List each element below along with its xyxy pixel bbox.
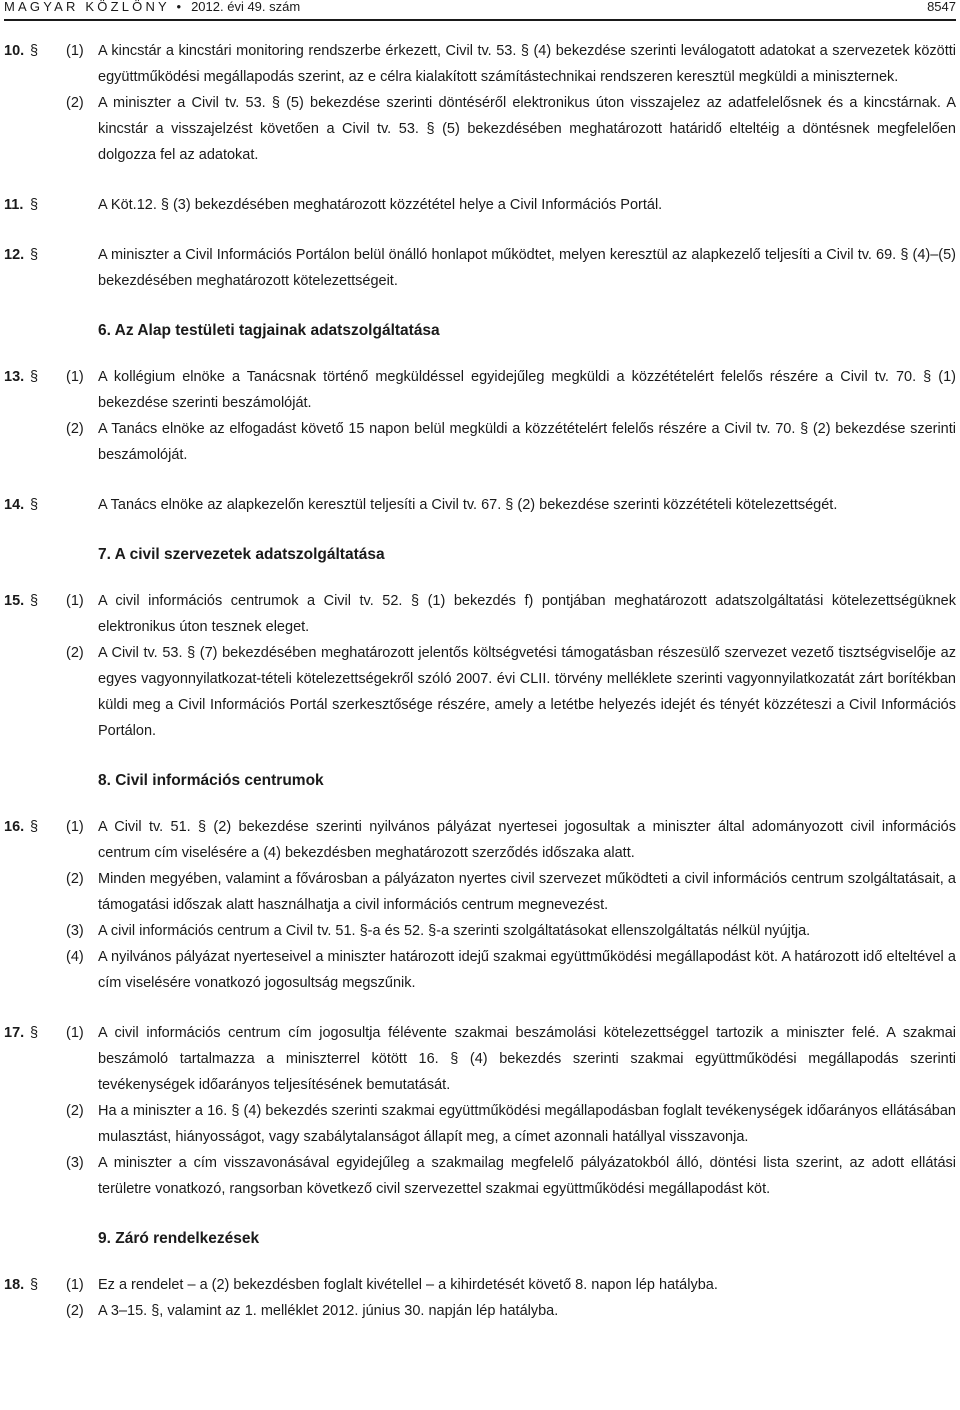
section-heading: 9. Záró rendelkezések xyxy=(98,1230,260,1247)
section-number: 16. xyxy=(4,819,25,835)
journal-title xyxy=(4,0,300,14)
paragraph-text: A Civil tv. 53. § (7) bekezdésében meghatározott jelentős költségvetési támogatásban részesülő szervezet vezető tisztségviselője az egyes vagyonnyilatkozat-tételi kötelezettségekről szóló 2007. évi CLII. törvény melléklete szerinti vagyonnyilatkozatát zárt borítékban küldi meg a Civil Információs Portál szerkesztősége részére, amely a letétbe helyezés idejét és tényét közzéteszi a Civil Információs Portálon. xyxy=(98,645,956,739)
paragraph-text: A miniszter a Civil tv. 53. § (5) bekezdése szerinti döntéséről elektronikus úton visszajelez az adatfelelősnek és a kincstárnak. A kincstár a visszajelzést követően a Civil tv. 53. § (5) bekezdésében meghatározott határidő elteltéig a döntésnek megfelelően dolgozza fel az adatokat. xyxy=(98,95,956,163)
paragraph-number: (1) xyxy=(66,369,84,385)
paragraph xyxy=(66,588,956,640)
paragraph-text: A miniszter a Civil Információs Portálon belül önálló honlapot működtet, melyen keresztül az alapkezelő teljesíti a Civil tv. 69. § (4)–(5) bekezdésében meghatározott kötelezettségeit. xyxy=(98,247,956,289)
section-heading: 8. Civil információs centrumok xyxy=(98,772,324,789)
paragraph-number: (2) xyxy=(66,1303,84,1319)
section-s13 xyxy=(0,364,960,468)
issue-label: 2012. évi 49. szám xyxy=(191,0,301,14)
paragraph xyxy=(66,364,956,416)
section-number: 15. xyxy=(4,593,25,609)
paragraph-number: (3) xyxy=(66,923,84,939)
section-number: 18. xyxy=(4,1277,25,1293)
paragraph xyxy=(98,192,956,218)
section-s10 xyxy=(0,38,960,168)
paragraph-number: (2) xyxy=(66,421,84,437)
paragraph xyxy=(66,90,956,168)
section-s14 xyxy=(0,492,960,518)
section-s17 xyxy=(0,1020,960,1202)
section-number: 11. xyxy=(4,197,24,213)
section-sign: § xyxy=(30,819,39,835)
paragraph-number: (1) xyxy=(66,593,84,609)
paragraph-text: A civil információs centrum cím jogosultja félévente szakmai beszámolási kötelezettséggel tartozik a miniszter felé. A szakmai beszámoló tartalmazza a miniszterrel kötött 16. § (4) bekezdés szerinti szakmai együttműködési megállapodás szerinti tevékenységek időarányos teljesítésének bemutatását. xyxy=(98,1025,956,1093)
paragraph-number: (1) xyxy=(66,1025,84,1041)
section-number: 10. xyxy=(4,43,25,59)
header-bullet: • xyxy=(176,0,185,14)
header-rule xyxy=(4,19,956,21)
paragraph-text: A 3–15. §, valamint az 1. melléklet 2012. június 30. napján lép hatályba. xyxy=(98,1303,559,1319)
paragraph-number: (1) xyxy=(66,43,84,59)
section-s15 xyxy=(0,588,960,744)
section-sign: § xyxy=(30,497,39,513)
paragraph-text: A Civil tv. 51. § (2) bekezdése szerinti nyilvános pályázat nyertesei jogosultak a miniszter által adományozott civil információs centrum cím viselésére a (4) bekezdésben meghatározott szerződés időszaka alatt. xyxy=(98,819,956,861)
section-s12 xyxy=(0,242,960,294)
paragraph-number: (4) xyxy=(66,949,84,965)
section-number: 12. xyxy=(4,247,25,263)
page-header xyxy=(0,0,960,22)
page-number: 8547 xyxy=(927,0,956,14)
paragraph-text: A Tanács elnöke az alapkezelőn keresztül teljesíti a Civil tv. 67. § (2) bekezdése szerinti közzétételi kötelezettségét. xyxy=(98,497,838,513)
section-sign: § xyxy=(30,1277,39,1293)
paragraph xyxy=(66,1098,956,1150)
paragraph-text: Ha a miniszter a 16. § (4) bekezdés szerinti szakmai együttműködési megállapodásban foglalt tevékenységek időarányos ellátásában mulasztást, hiányosságot, vagy szabálytalanságot állapít meg, a címet azonnali hatállyal visszavonja. xyxy=(98,1103,956,1145)
section-s16 xyxy=(0,814,960,996)
section-s11 xyxy=(0,192,960,218)
section-number: 13. xyxy=(4,369,25,385)
paragraph xyxy=(98,242,956,294)
section-heading: 7. A civil szervezetek adatszolgáltatása xyxy=(98,546,385,563)
paragraph-number: (1) xyxy=(66,819,84,835)
section-number: 17. xyxy=(4,1025,25,1041)
paragraph xyxy=(66,38,956,90)
paragraph-text: Minden megyében, valamint a fővárosban a pályázaton nyertes civil szervezet működteti a civil információs centrum szolgáltatásait, a támogatási időszak alatt használhatja a civil információs centrum megnevezést. xyxy=(98,871,956,913)
paragraph-number: (2) xyxy=(66,1103,84,1119)
paragraph xyxy=(66,866,956,918)
section-sign: § xyxy=(30,43,39,59)
paragraph-number: (2) xyxy=(66,645,84,661)
paragraph-text: A Köt.12. § (3) bekezdésében meghatározott közzététel helye a Civil Információs Portál. xyxy=(98,197,663,213)
paragraph xyxy=(66,814,956,866)
journal-name: MAGYAR KÖZLÖNY xyxy=(4,0,170,14)
paragraph xyxy=(66,1298,956,1324)
paragraph-text: A civil információs centrum a Civil tv. 51. §-a és 52. §-a szerinti szolgáltatásokat ellenszolgáltatás nélkül nyújtja. xyxy=(98,923,811,939)
section-sign: § xyxy=(30,247,39,263)
paragraph xyxy=(66,1150,956,1202)
paragraph-text: A Tanács elnöke az elfogadást követő 15 napon belül megküldi a közzétételért felelős részére a Civil tv. 70. § (2) bekezdése szerinti beszámolóját. xyxy=(98,421,956,463)
paragraph-text: A nyilvános pályázat nyerteseivel a miniszter határozott idejű szakmai együttműködési megállapodást köt. A határozott idő elteltével a cím viselésére vonatkozó jogosultság megszűnik. xyxy=(98,949,956,991)
paragraph xyxy=(66,640,956,744)
section-sign: § xyxy=(30,593,39,609)
paragraph-text: A miniszter a cím visszavonásával egyidejűleg a szakmailag megfelelő pályázatokból álló, döntési lista szerint, az adott ellátási területre vonatkozó, rangsorban következő civil szervezettel szakmai együttműködési megállapodást köt. xyxy=(98,1155,956,1197)
document-body xyxy=(0,38,960,1348)
paragraph xyxy=(66,1272,956,1298)
section-number: 14. xyxy=(4,497,25,513)
paragraph-number: (2) xyxy=(66,95,84,111)
paragraph-text: A civil információs centrumok a Civil tv. 52. § (1) bekezdés f) pontjában meghatározott adatszolgáltatási kötelezettségüknek elektronikus úton tesznek eleget. xyxy=(98,593,956,635)
paragraph-text: A kincstár a kincstári monitoring rendszerbe érkezett, Civil tv. 53. § (4) bekezdése szerinti leválogatott adatokat a szervezetek közötti együttműködési megállapodás szerint, az e célra kialakított számítástechnikai rendszeren keresztül megküldi a miniszternek. xyxy=(98,43,956,85)
section-heading: 6. Az Alap testületi tagjainak adatszolgáltatása xyxy=(98,322,440,339)
section-sign: § xyxy=(30,1025,39,1041)
paragraph xyxy=(66,416,956,468)
section-s18 xyxy=(0,1272,960,1324)
paragraph-number: (1) xyxy=(66,1277,84,1293)
paragraph xyxy=(98,492,956,518)
paragraph xyxy=(66,944,956,996)
section-sign: § xyxy=(30,197,39,213)
paragraph-text: A kollégium elnöke a Tanácsnak történő megküldéssel egyidejűleg megküldi a közzétételért felelős részére a Civil tv. 70. § (1) bekezdése szerinti beszámolóját. xyxy=(98,369,956,411)
paragraph xyxy=(66,918,956,944)
section-sign: § xyxy=(30,369,39,385)
paragraph-number: (2) xyxy=(66,871,84,887)
paragraph-number: (3) xyxy=(66,1155,84,1171)
paragraph-text: Ez a rendelet – a (2) bekezdésben foglalt kivétellel – a kihirdetését követő 8. napon lép hatályba. xyxy=(98,1277,718,1293)
paragraph xyxy=(66,1020,956,1098)
